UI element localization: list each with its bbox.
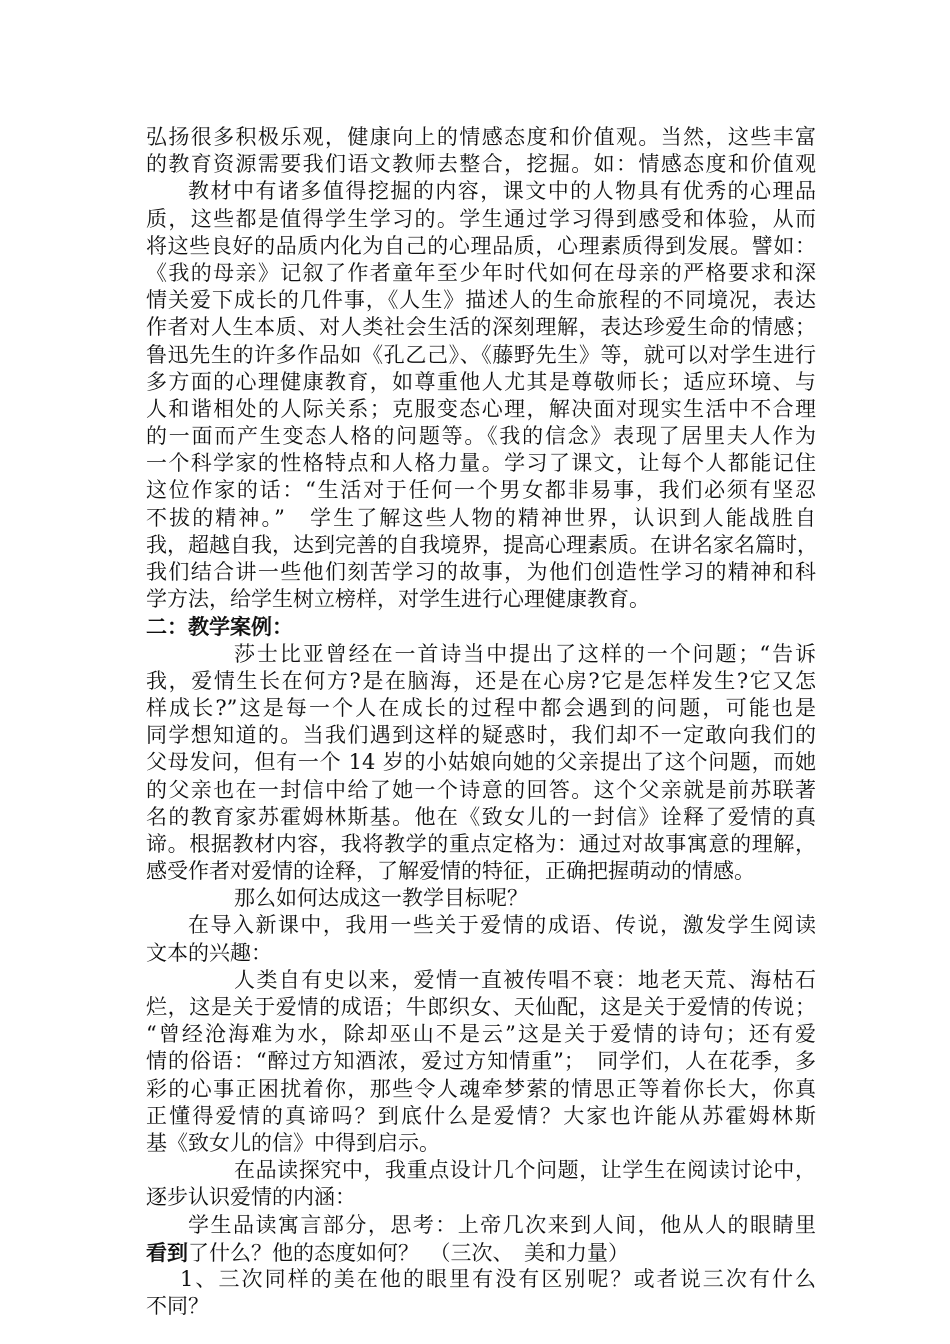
text-line: 我，超越自我，达到完善的自我境界，提高心理素质。在讲名家名篇时， xyxy=(146,532,818,557)
text-line: 作者对人生本质、对人类社会生活的深刻理解，表达珍爱生命的情感； xyxy=(146,315,816,340)
paragraph-start-line: 那么如何达成这一教学目标呢？ xyxy=(234,886,528,911)
text-line: 这位作家的话：“生活对于任何一个男女都非易事，我们必须有坚忍 xyxy=(146,478,816,503)
paragraph-start-line: 在品读探究中，我重点设计几个问题，让学生在阅读讨论中， xyxy=(234,1158,816,1183)
text-line: 质，这些都是值得学生学习的。学生通过学习得到感受和体验，从而 xyxy=(146,206,816,231)
text-line: 正懂得爱情的真谛吗？到底什么是爱情？大家也许能从苏霍姆林斯 xyxy=(146,1103,816,1128)
text-line: 学方法，给学生树立榜样，对学生进行心理健康教育。 xyxy=(146,587,650,612)
text-line: 的教育资源需要我们语文教师去整合，挖掘。如：情感态度和价值观 xyxy=(146,152,816,177)
text-line: 人和谐相处的人际关系；克服变态心理，解决面对现实生活中不合理 xyxy=(146,396,816,421)
text-line: 感受作者对爱情的诠释，了解爱情的特征，正确把握萌动的情感。 xyxy=(146,859,755,884)
text-line: 我们结合讲一些他们刻苦学习的故事，为他们创造性学习的精神和科 xyxy=(146,560,816,584)
text-line: 将这些良好的品质内化为自己的心理品质，心理素质得到发展。譬如： xyxy=(146,233,816,258)
paragraph-start-line: 人类自有史以来，爱情一直被传唱不衰：地老天荒、海枯石 xyxy=(234,967,816,992)
text-line: 逐步认识爱情的内涵： xyxy=(146,1185,356,1210)
paragraph-start-line: 教材中有诸多值得挖掘的内容，课文中的人物具有优秀的心理品 xyxy=(188,179,816,204)
text-line: 的父亲也在一封信中给了她一个诗意的回答。这个父亲就是前苏联著 xyxy=(146,777,816,802)
text-line: 同学想知道的。当我们遇到这样的疑惑时，我们却不一定敢向我们的 xyxy=(146,723,816,748)
text-line: 彩的心事正困扰着你，那些令人魂牵梦萦的情思正等着你长大，你真 xyxy=(146,1076,816,1101)
text-line: 鲁迅先生的许多作品如《孔乙己》、《藤野先生》等，就可以对学生进行 xyxy=(146,342,816,367)
paragraph-start-line: 学生品读寓言部分，思考：上帝几次来到人间，他从人的眼睛里 xyxy=(188,1212,816,1237)
text-line: 烂，这是关于爱情的成语；牛郎织女、天仙配，这是关于爱情的传说； xyxy=(146,995,816,1019)
text-line: 多方面的心理健康教育，如尊重他人尤其是尊敬师长；适应环境、与 xyxy=(146,369,816,394)
text-line: 《我的母亲》记叙了作者童年至少年时代如何在母亲的严格要求和深 xyxy=(146,260,816,285)
text-line: 我，爱情生长在何方?是在脑海，还是在心房?它是怎样发生?它又怎 xyxy=(146,668,816,693)
text-line: 父母发问，但有一个 14 岁的小姑娘向她的父亲提出了这个问题，而她 xyxy=(146,750,816,775)
question-line: 1、三次同样的美在他的眼里有没有区别呢？或者说三次有什么 xyxy=(180,1266,816,1291)
text-line: 的一面而产生变态人格的问题等。《我的信念》表现了居里夫人作为 xyxy=(146,424,816,449)
text-line xyxy=(146,1239,816,1266)
paragraph-start-line: 在导入新课中，我用一些关于爱情的成语、传说，激发学生阅读 xyxy=(188,913,816,938)
text-line: 样成长?”这是每一个人在成长的过程中都会遇到的问题，可能也是 xyxy=(146,695,816,720)
text-line: 不拔的精神。” 学生了解这些人物的精神世界，认识到人能战胜自 xyxy=(146,505,816,530)
text-line: 不同？ xyxy=(146,1294,209,1319)
section-heading: 二：教学案例： xyxy=(146,614,293,640)
text-line: 情的俗语：“醉过方知酒浓，爱过方知情重”； 同学们，人在花季，多 xyxy=(146,1049,816,1074)
document-body xyxy=(146,124,816,1320)
text-line: “曾经沧海难为水，除却巫山不是云”这是关于爱情的诗句；还有爱 xyxy=(146,1022,816,1047)
text-line: 弘扬很多积极乐观，健康向上的情感态度和价值观。当然，这些丰富 xyxy=(146,125,816,149)
text-line: 基《致女儿的信》中得到启示。 xyxy=(146,1130,440,1155)
text-line: 名的教育家苏霍姆林斯基。他在《致女儿的一封信》诠释了爱情的真 xyxy=(146,804,816,829)
text-line: 一个科学家的性格特点和人格力量。学习了课文，让每个人都能记住 xyxy=(146,451,816,476)
text-run: 了什么？他的态度如何？ （三次、 美和力量） xyxy=(188,1240,629,1265)
text-line: 谛。根据教材内容，我将教学的重点定格为：通过对故事寓意的理解， xyxy=(146,831,816,856)
paragraph-start-line: 莎士比亚曾经在一首诗当中提出了这样的一个问题；“告诉 xyxy=(234,641,816,666)
text-line: 文本的兴趣： xyxy=(146,940,272,965)
text-line: 情关爱下成长的几件事，《人生》描述人的生命旅程的不同境况，表达 xyxy=(146,288,816,313)
emphasis-text: 看到 xyxy=(146,1239,188,1265)
